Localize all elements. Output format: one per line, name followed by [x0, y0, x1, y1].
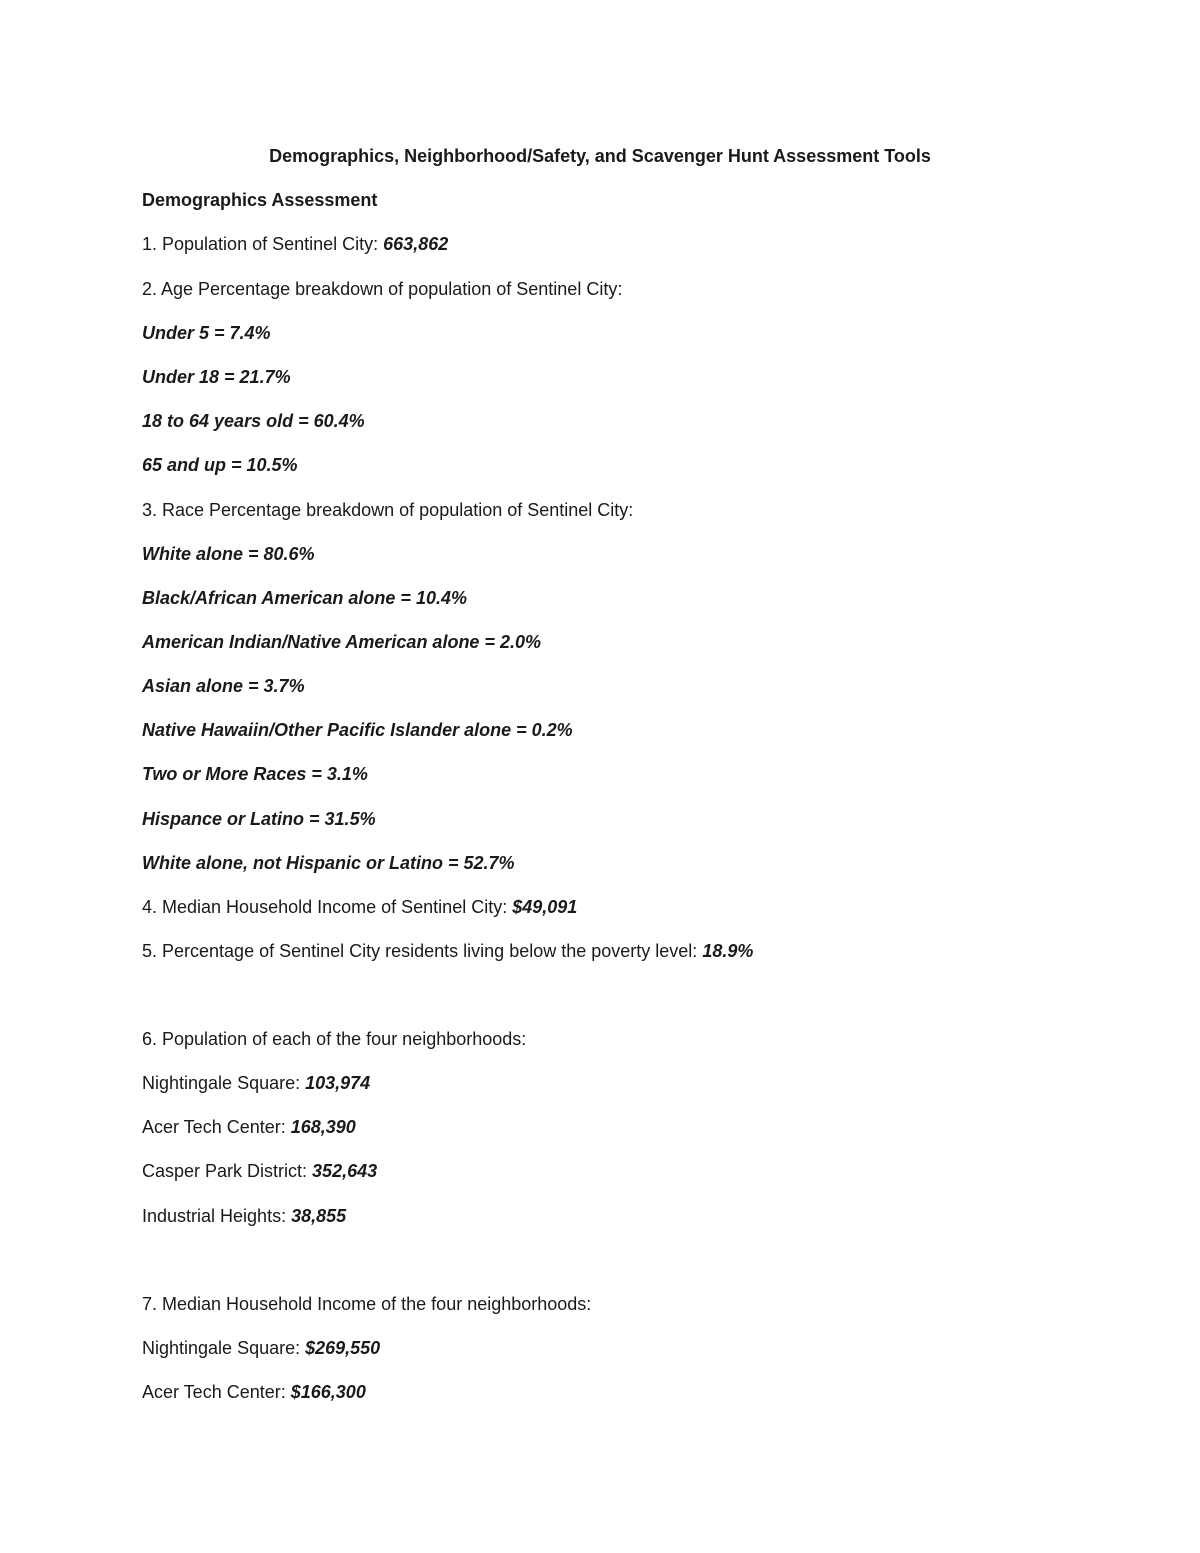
neighborhood-income-item — [142, 1380, 366, 1404]
neighborhood-value: 103,974 — [305, 1073, 371, 1093]
neighborhood-name: Casper Park District: — [142, 1161, 313, 1181]
age-item: 65 and up = 10.5% — [142, 455, 298, 475]
neighborhood-population-item — [142, 1115, 356, 1139]
race-item: Native Hawaiin/Other Pacific Islander alone = 0.2% — [142, 720, 573, 740]
question-2-label: 2. Age Percentage breakdown of population of Sentinel City: — [142, 279, 623, 299]
age-item: Under 5 = 7.4% — [142, 323, 271, 343]
race-item: White alone, not Hispanic or Latino = 52.7% — [142, 853, 515, 873]
neighborhood-income-item — [142, 1336, 380, 1360]
question-1-answer: 663,862 — [383, 234, 449, 254]
question-4-label: 4. Median Household Income of Sentinel City: — [142, 897, 513, 917]
question-7-label: 7. Median Household Income of the four neighborhoods: — [142, 1294, 592, 1314]
age-item: 18 to 64 years old = 60.4% — [142, 411, 365, 431]
neighborhood-name: Acer Tech Center: — [142, 1117, 291, 1137]
neighborhood-population-item — [142, 1159, 377, 1183]
neighborhood-value: 168,390 — [290, 1117, 356, 1137]
race-item: Hispance or Latino = 31.5% — [142, 809, 376, 829]
question-3 — [142, 498, 633, 522]
neighborhood-name: Industrial Heights: — [142, 1206, 292, 1226]
race-item: White alone = 80.6% — [142, 544, 315, 564]
document-title: Demographics, Neighborhood/Safety, and Scavenger Hunt Assessment Tools — [269, 146, 931, 166]
question-5-answer: 18.9% — [702, 941, 754, 961]
neighborhood-name: Acer Tech Center: — [142, 1382, 291, 1402]
race-item: Asian alone = 3.7% — [142, 676, 305, 696]
question-4 — [142, 895, 577, 919]
question-3-label: 3. Race Percentage breakdown of population of Sentinel City: — [142, 500, 634, 520]
question-1-label: 1. Population of Sentinel City: — [142, 234, 384, 254]
question-1 — [142, 232, 448, 256]
question-7 — [142, 1292, 591, 1316]
question-2 — [142, 277, 622, 301]
race-item: Black/African American alone = 10.4% — [142, 588, 467, 608]
neighborhood-value: 352,643 — [312, 1161, 378, 1181]
section-heading: Demographics Assessment — [142, 190, 378, 210]
question-5 — [142, 939, 753, 963]
neighborhood-value: $166,300 — [290, 1382, 366, 1402]
question-6-label: 6. Population of each of the four neighborhoods: — [142, 1029, 527, 1049]
neighborhood-name: Nightingale Square: — [142, 1338, 306, 1358]
question-6 — [142, 1027, 526, 1051]
neighborhood-population-item — [142, 1071, 370, 1095]
race-item: American Indian/Native American alone = 2.0% — [142, 632, 541, 652]
age-item: Under 18 = 21.7% — [142, 367, 291, 387]
neighborhood-value: $269,550 — [305, 1338, 381, 1358]
neighborhood-value: 38,855 — [291, 1206, 347, 1226]
race-item: Two or More Races = 3.1% — [142, 764, 368, 784]
neighborhood-population-item — [142, 1204, 346, 1228]
neighborhood-name: Nightingale Square: — [142, 1073, 306, 1093]
question-4-answer: $49,091 — [512, 897, 578, 917]
question-5-label: 5. Percentage of Sentinel City residents living below the poverty level: — [142, 941, 703, 961]
